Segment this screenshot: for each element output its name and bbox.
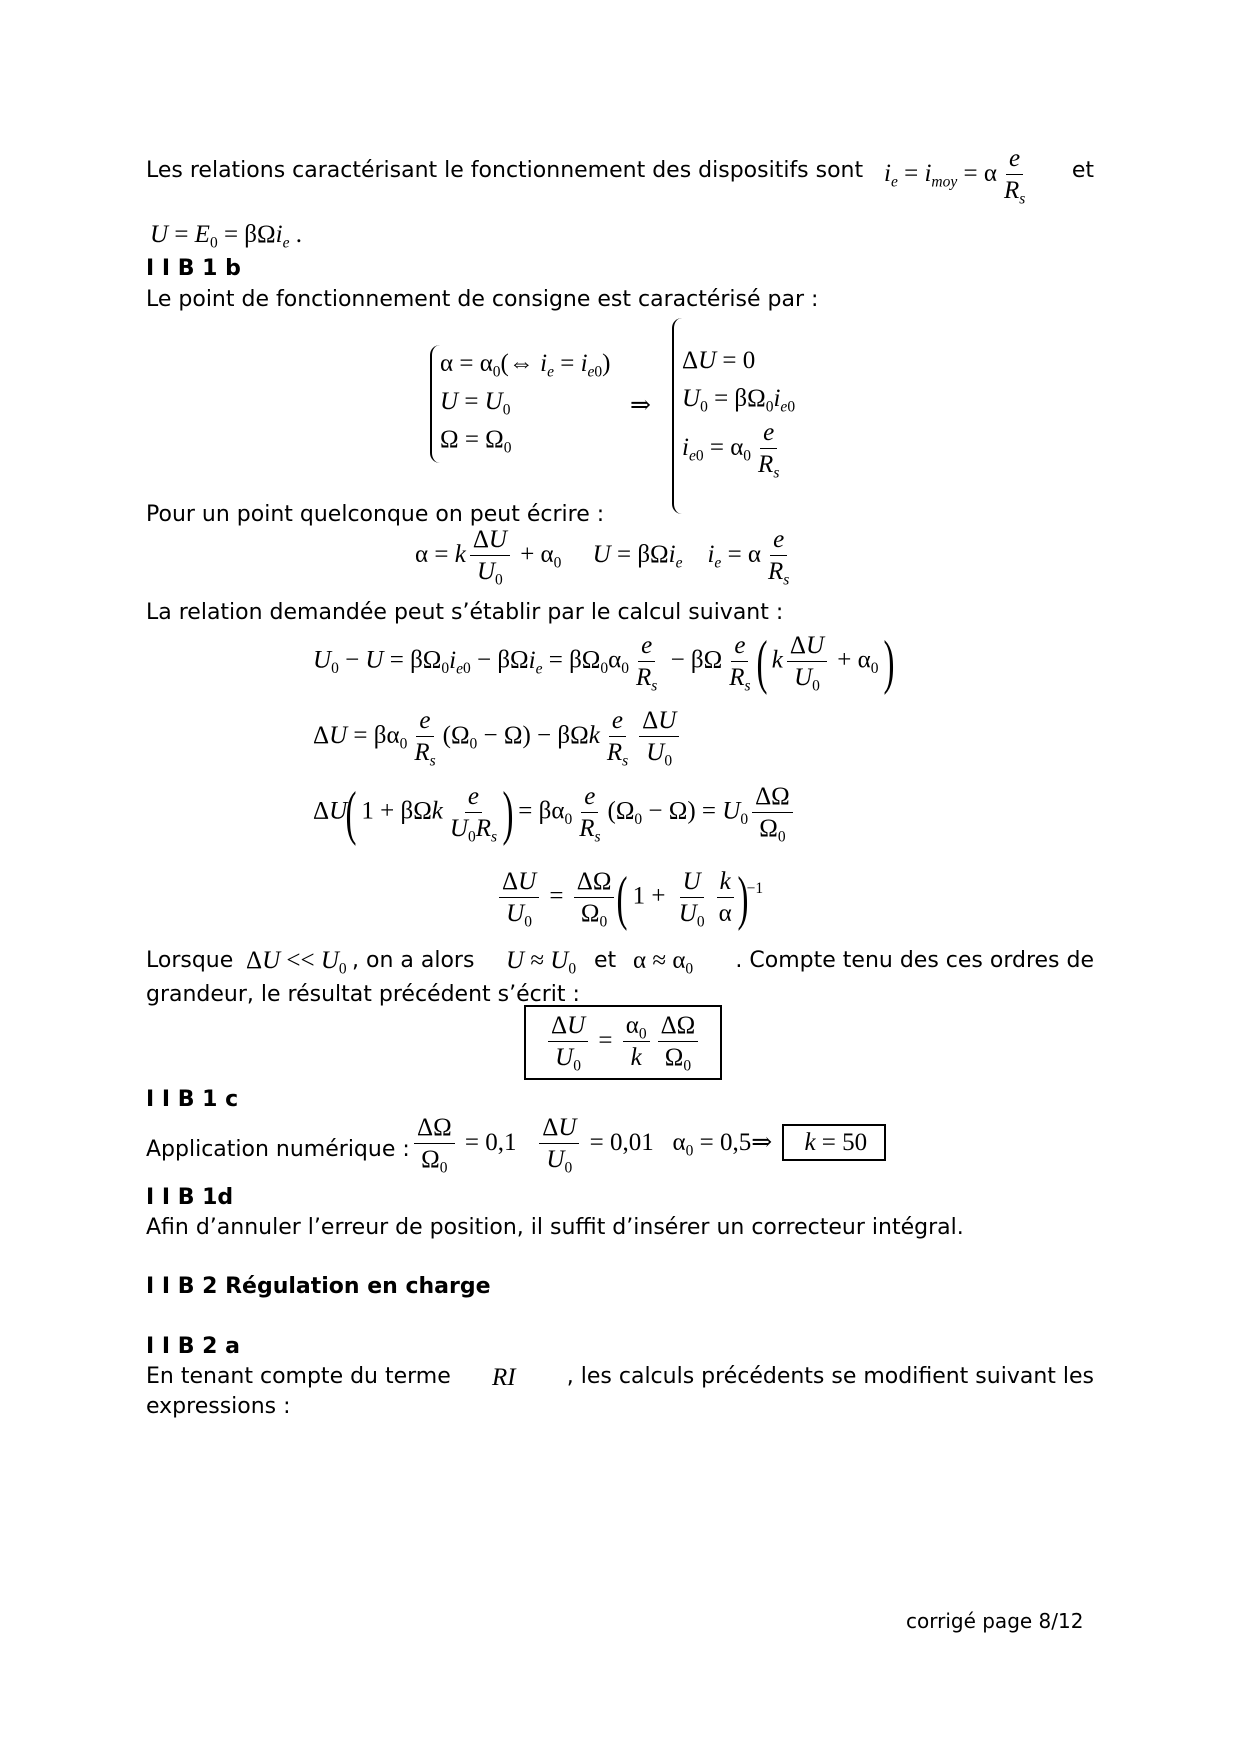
heading-b2: I I B 2 Régulation en charge [146,1274,491,1299]
result-box: $\frac{\Delta U}{U_0}$ = $\frac{\alpha_0}{k}$ $\frac{\Delta\Omega}{\Omega_0}$ [524,1005,722,1080]
paragraph-afin: Afin d’annuler l’erreur de position, il suffit d’insérer un correcteur intégral. [146,1215,964,1240]
formula-calc-1: $U_0 - U = \beta\Omega_0i_{e0} - \beta\Omega i_e = \beta\Omega_0\alpha_0$ $\frac{e}{R_s}$ − βΩ $\frac{e}{R_s}$ ( k $\frac{\Delta U}{U_0}$ + $\alpha_0$ ) [313,629,895,695]
implies-arrow: ⇒ [630,392,651,419]
paragraph-quelconque: Pour un point quelconque on peut écrire : [146,502,605,527]
intro-line [146,145,1094,208]
application-formula: $\frac{\Delta\Omega}{\Omega_0}$ = 0,1 $\frac{\Delta U}{U_0}$ = 0,01 $\alpha_0$ = 0,5⇒ k = 50 [410,1115,886,1174]
application-line [146,1115,1094,1185]
heading-b2a: I I B 2 a [146,1334,240,1359]
formula-quelconque: α = k $\frac{\Delta U}{U_0}$ + $\alpha_0$ U = βΩi$_e$ $i_e = \alpha$ $\frac{e}{R_s}$ [415,526,790,589]
en-tenant-text-2: , les calculs précédents se modifient suivant les [566,1364,1094,1389]
formula-calc-2: $\Delta U = \beta\alpha_0$ $\frac{e}{R_s}$ $(\Omega_0 - \Omega) - \beta\Omega k$ $\frac{e}{R_s}$ $\frac{\Delta U}{U_0}$ [313,708,683,767]
system-left: $\alpha = \alpha_0(\Leftrightarrow$ $i_e = i_{e0}$) $U = U_0$ $\Omega = \Omega_0$ [430,345,611,463]
formula-ie: $i_e = i_{moy} = \alpha$ $\frac{e}{R_s}$ [884,145,1026,208]
heading-b1c: I I B 1 c [146,1087,239,1112]
application-text: Application numérique : [146,1137,410,1162]
k-result-box: k = 50 [782,1124,886,1161]
paragraph-consigne: Le point de fonctionnement de consigne est caractérisé par : [146,287,819,312]
en-tenant-text-1: En tenant compte du terme [146,1364,451,1389]
formula-u: $U = E_0 = \beta\Omega i_e$ . [150,221,302,252]
intro-text: Les relations caractérisant le fonctionnement des dispositifs sont [146,158,864,183]
lorsque-text: Lorsque [146,948,234,973]
paragraph-grandeur: grandeur, le résultat précédent s’écrit : [146,982,580,1007]
en-tenant-line: En tenant compte du terme RI , les calculs précédents se modifient suivant les [146,1364,1094,1391]
formula-calc-3: ΔU( 1 + βΩk $\frac{e}{U_0R_s}$ ) = $\beta\alpha_0$ $\frac{e}{R_s}$ $(\Omega_0 - \Omega) = U_0$ $\frac{\Delta\Omega}{\Omega_0}$ [313,783,797,843]
intro-et: et [1071,158,1094,183]
formula-calc-4: $\frac{\Delta U}{U_0}$ = $\frac{\Delta\Omega}{\Omega_0}$ ( 1 + $\frac{U}{U_0}$ $\frac{k}{\alpha}$ )$^{-1}$ [495,868,763,928]
paragraph-expressions: expressions : [146,1394,291,1419]
compte-tenu-text: . Compte tenu des ces ordres de [735,948,1094,973]
system-right: ΔU = 0 $U_0 = \beta\Omega_0i_{e0}$ $i_{e0} = \alpha_0$ $\frac{e}{R_s}$ [672,318,795,514]
lorsque-line: Lorsque $\Delta U << U_0$ , on a alors $U \approx U_0$ et $\alpha \approx \alpha_0$ . Compte tenu des ces ordres de [146,947,1094,978]
page-footer: corrigé page 8/12 [906,1609,1084,1633]
on-a-alors-text: , on a alors [352,948,475,973]
heading-b1d: I I B 1d [146,1185,234,1210]
paragraph-relation: La relation demandée peut s’établir par le calcul suivant : [146,600,784,625]
et-text: et [594,948,617,973]
heading-b1b: I I B 1 b [146,256,241,281]
